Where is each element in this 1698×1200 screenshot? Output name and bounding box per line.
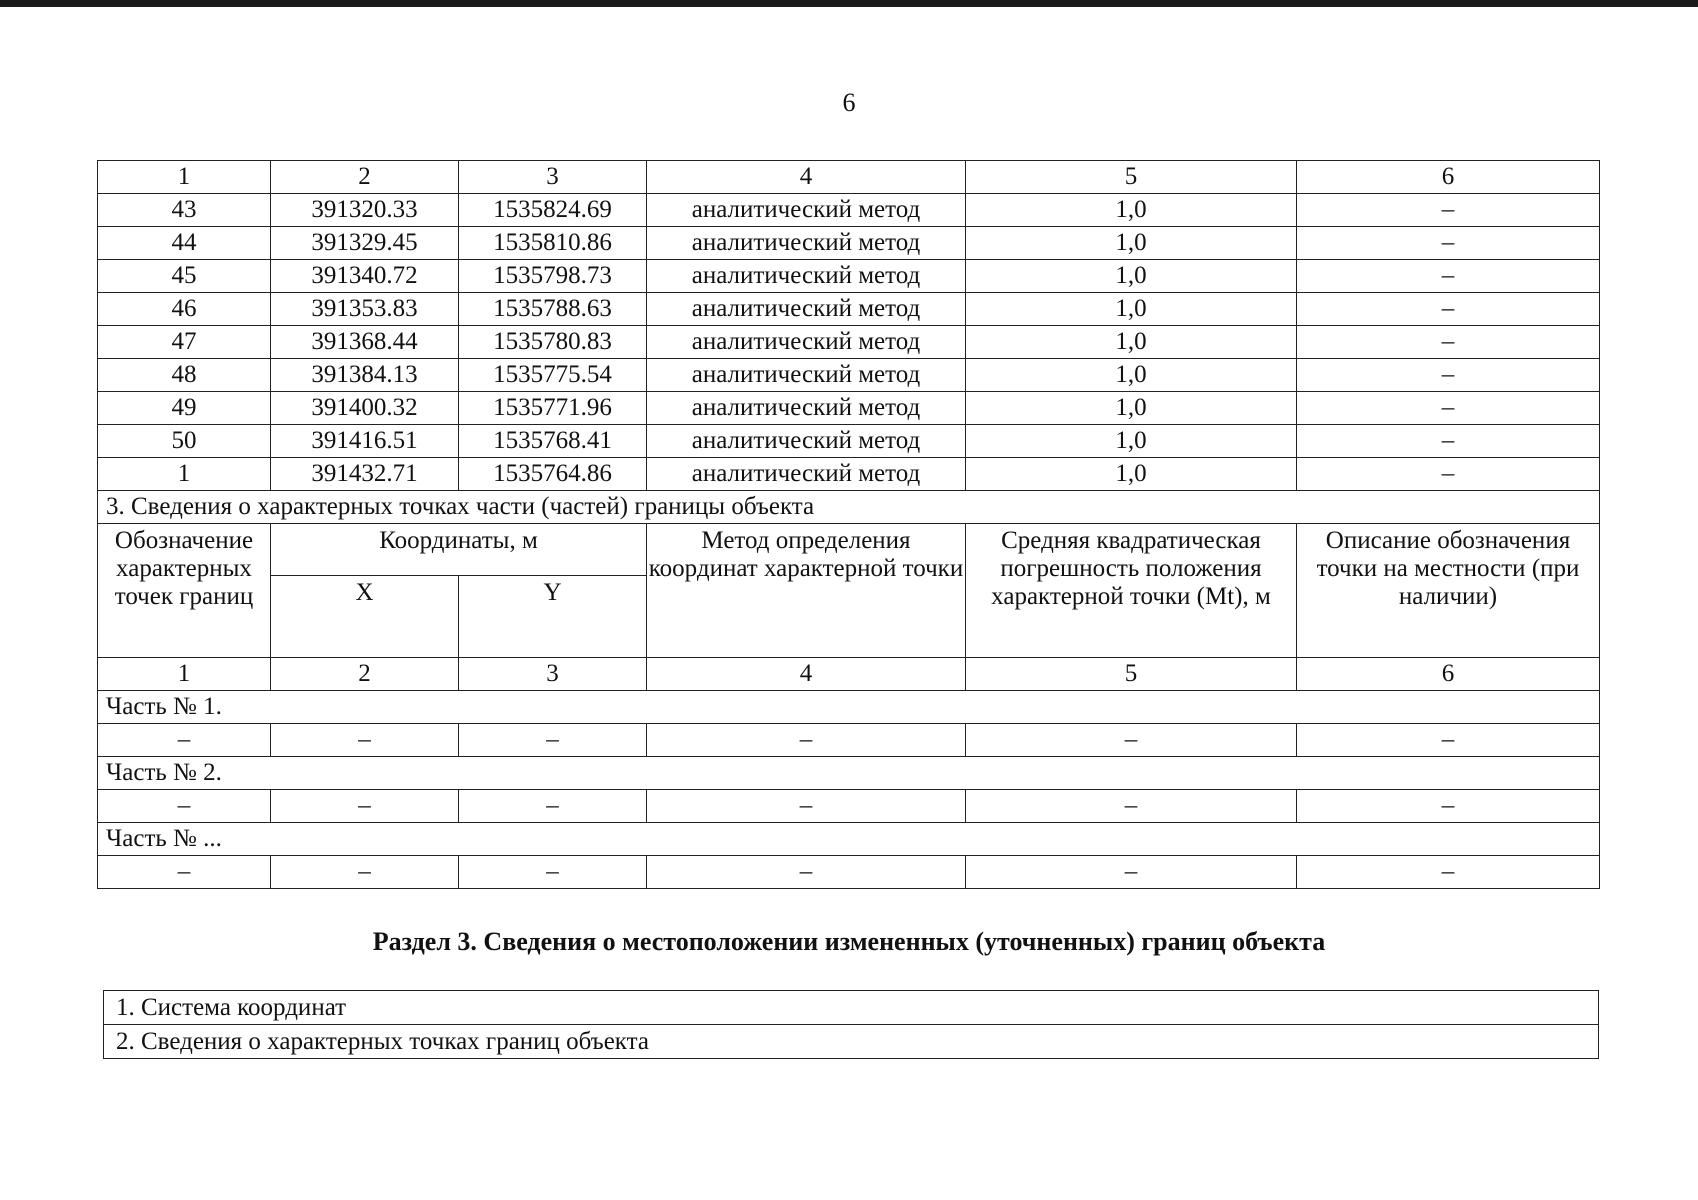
coord-x: 391353.83	[271, 293, 459, 326]
table-cell: –	[966, 856, 1297, 889]
method: аналитический метод	[647, 326, 966, 359]
table-cell: –	[966, 724, 1297, 757]
table-row	[98, 458, 1600, 491]
method: аналитический метод	[647, 293, 966, 326]
header-y: Y	[459, 576, 647, 658]
table-row	[98, 425, 1600, 458]
coord-x: 391400.32	[271, 392, 459, 425]
table-cell: –	[647, 790, 966, 823]
coord-y: 1535764.86	[459, 458, 647, 491]
error-value: 1,0	[966, 293, 1297, 326]
part-label: Часть № 1.	[98, 691, 1600, 724]
table-row	[98, 790, 1600, 823]
header-x: X	[271, 576, 459, 658]
error-value: 1,0	[966, 194, 1297, 227]
table-cell: –	[1297, 790, 1600, 823]
description: –	[1297, 293, 1600, 326]
coord-y: 1535768.41	[459, 425, 647, 458]
description: –	[1297, 425, 1600, 458]
coordinate-system-label: 1. Система координат	[104, 991, 1599, 1025]
method: аналитический метод	[647, 458, 966, 491]
table-row	[98, 260, 1600, 293]
description: –	[1297, 392, 1600, 425]
col-number: 3	[459, 161, 647, 194]
section-heading: Раздел 3. Сведения о местоположении измененных (уточненных) границ объекта	[372, 927, 1326, 956]
table-row	[98, 724, 1600, 757]
table-row	[104, 991, 1599, 1025]
point-id: 47	[98, 326, 271, 359]
coord-x: 391368.44	[271, 326, 459, 359]
method: аналитический метод	[647, 392, 966, 425]
table-cell: –	[647, 724, 966, 757]
column-number-row	[98, 658, 1600, 691]
coord-y: 1535775.54	[459, 359, 647, 392]
error-value: 1,0	[966, 227, 1297, 260]
description: –	[1297, 194, 1600, 227]
point-id: 44	[98, 227, 271, 260]
coord-x: 391329.45	[271, 227, 459, 260]
col-number: 4	[647, 658, 966, 691]
point-id: 1	[98, 458, 271, 491]
method: аналитический метод	[647, 359, 966, 392]
table-row	[98, 359, 1600, 392]
header-coords: Координаты, м	[271, 524, 647, 576]
col-number: 4	[647, 161, 966, 194]
part-label-row	[98, 823, 1600, 856]
col-number: 1	[98, 658, 271, 691]
table-row	[98, 392, 1600, 425]
part-label: Часть № 2.	[98, 757, 1600, 790]
table-cell: –	[647, 856, 966, 889]
part-label: Часть № ...	[98, 823, 1600, 856]
col-number: 3	[459, 658, 647, 691]
table-row	[98, 293, 1600, 326]
col-number: 2	[271, 658, 459, 691]
scan-top-edge	[0, 0, 1698, 7]
error-value: 1,0	[966, 392, 1297, 425]
coord-y: 1535798.73	[459, 260, 647, 293]
point-id: 43	[98, 194, 271, 227]
section3-title: 3. Сведения о характерных точках части (частей) границы объекта	[98, 491, 1600, 524]
method: аналитический метод	[647, 260, 966, 293]
error-value: 1,0	[966, 458, 1297, 491]
coord-y: 1535824.69	[459, 194, 647, 227]
table-row	[104, 1025, 1599, 1059]
coord-x: 391340.72	[271, 260, 459, 293]
table-cell: –	[1297, 724, 1600, 757]
coord-y: 1535810.86	[459, 227, 647, 260]
method: аналитический метод	[647, 227, 966, 260]
col-number: 5	[966, 658, 1297, 691]
table-row	[98, 194, 1600, 227]
table-cell: –	[98, 724, 271, 757]
table-cell: –	[1297, 856, 1600, 889]
point-id: 46	[98, 293, 271, 326]
section3-table	[103, 990, 1599, 1059]
method: аналитический метод	[647, 425, 966, 458]
table-cell: –	[271, 724, 459, 757]
table-cell: –	[271, 790, 459, 823]
coord-x: 391432.71	[271, 458, 459, 491]
col-number: 6	[1297, 658, 1600, 691]
coord-y: 1535788.63	[459, 293, 647, 326]
error-value: 1,0	[966, 326, 1297, 359]
part-label-row	[98, 757, 1600, 790]
coord-x: 391416.51	[271, 425, 459, 458]
boundary-points-table	[97, 160, 1600, 889]
coord-y: 1535780.83	[459, 326, 647, 359]
description: –	[1297, 326, 1600, 359]
point-id: 48	[98, 359, 271, 392]
table-cell: –	[98, 790, 271, 823]
error-value: 1,0	[966, 260, 1297, 293]
section-title-row	[98, 491, 1600, 524]
col-number: 6	[1297, 161, 1600, 194]
header-error: Средняя квадратическая погрешность положения характерной точки (Mt), м	[966, 524, 1297, 658]
column-number-row	[98, 161, 1600, 194]
coord-x: 391320.33	[271, 194, 459, 227]
point-id: 45	[98, 260, 271, 293]
col-number: 1	[98, 161, 271, 194]
boundary-points-label: 2. Сведения о характерных точках границ объекта	[104, 1025, 1599, 1059]
table-cell: –	[459, 724, 647, 757]
page-number: 6	[842, 88, 856, 117]
description: –	[1297, 227, 1600, 260]
coord-y: 1535771.96	[459, 392, 647, 425]
header-description: Описание обозначения точки на местности (при наличии)	[1297, 524, 1600, 658]
header-designation: Обозначение характерных точек границ	[98, 524, 271, 658]
header-method: Метод определения координат характерной точки	[647, 524, 966, 658]
header-row	[98, 524, 1600, 576]
description: –	[1297, 359, 1600, 392]
table-row	[98, 227, 1600, 260]
col-number: 2	[271, 161, 459, 194]
table-cell: –	[98, 856, 271, 889]
coord-x: 391384.13	[271, 359, 459, 392]
table-cell: –	[459, 856, 647, 889]
col-number: 5	[966, 161, 1297, 194]
error-value: 1,0	[966, 425, 1297, 458]
error-value: 1,0	[966, 359, 1297, 392]
table-cell: –	[271, 856, 459, 889]
table-row	[98, 326, 1600, 359]
point-id: 49	[98, 392, 271, 425]
method: аналитический метод	[647, 194, 966, 227]
table-row	[98, 856, 1600, 889]
table-cell: –	[966, 790, 1297, 823]
point-id: 50	[98, 425, 271, 458]
table-cell: –	[459, 790, 647, 823]
description: –	[1297, 260, 1600, 293]
part-label-row	[98, 691, 1600, 724]
description: –	[1297, 458, 1600, 491]
